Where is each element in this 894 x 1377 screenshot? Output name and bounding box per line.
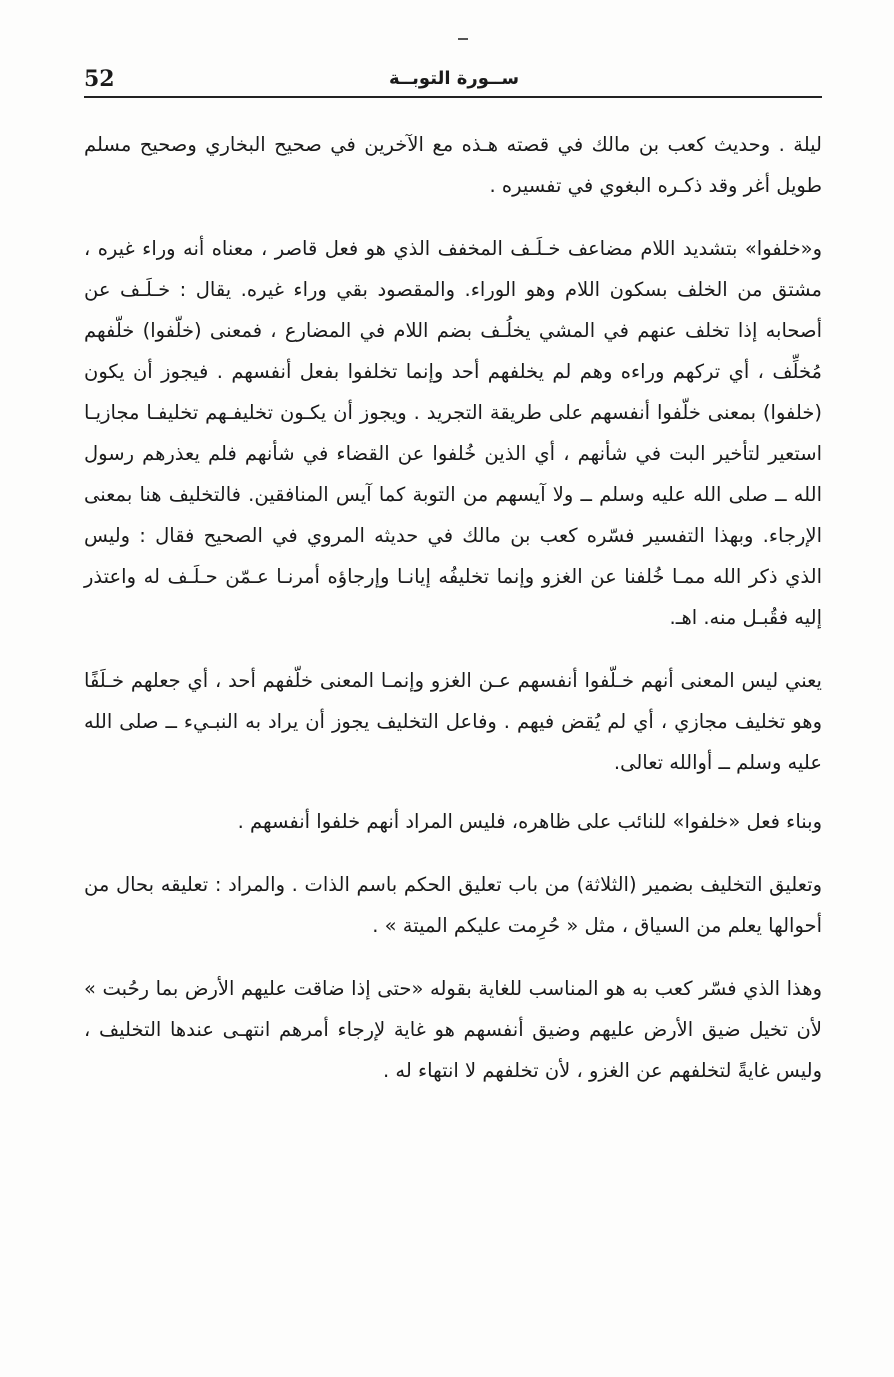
running-title: ســورة التوبــة [388, 68, 520, 89]
page-number: 52 [84, 66, 115, 92]
paragraph-spacer [84, 783, 822, 801]
page-header [84, 62, 822, 98]
paragraph-spacer [84, 206, 822, 228]
body-text [84, 124, 822, 1091]
paragraph-4: وبناء فعل «خلفوا» للنائب على ظاهره، فليس المراد أنهم خلفوا أنفسهم . [237, 810, 822, 833]
paragraph-2: و«خلفوا» بتشديد اللام مضاعف خـلَـف المخفف الذي هو فعل قاصر ، معناه أنه وراء غيره ، مشتق من الخلف بسكون اللام وهو الوراء. والمقصود بقي وراء غيره. يقال : خـلَـف عن أصحابه إذا تخلف عنهم في المشي يخلُـف بضم اللام في المضارع ، فمعنى (خلّفوا) خلّفهم مُخلِّف ، أي تركهم وراءه وهم لم يخلفهم أحد وإنما تخلفوا بفعل أنفسهم . فيجوز أن يكون (خلفوا) بمعنى خلّفوا أنفسهم على طريقة التجريد . ويجوز أن يكـون تخليفـهم تخليفـا مجازيـا استعير لتأخير البت في شأنهم ، أي الذين خُلفوا عن القضاء في شأنهم فلم يعذرهم رسول الله ــ صلى الله عليه وسلم ــ ولا آيسهم من التوبة كما آيس المنافقين. فالتخليف هنا بمعنى الإرجاء. وبهذا التفسير فسّره كعب بن مالك في حديثه المروي في الصحيح فقال : وليس الذي ذكر الله ممـا خُلفنا عن الغزو وإنما تخليفُه إيانـا وإرجاؤه أمرنـا عـمّن حـلَـف له واعتذر إليه فقُبـل منه. اهـ. [84, 237, 822, 629]
paragraph-spacer [84, 842, 822, 864]
paragraph-3: يعني ليس المعنى أنهم خـلّفوا أنفسهم عـن الغزو وإنمـا المعنى خلّفهم أحد ، أي جعلهم خـلَفًا وهو تخليف مجازي ، أي لم يُقض فيهم . وفاعل التخليف يجوز أن يراد به النبـيء ــ صلى الله عليه وسلم ــ أوالله تعالى. [84, 669, 822, 774]
paragraph-spacer [84, 638, 822, 660]
top-margin-mark [458, 38, 468, 40]
paragraph-1: ليلة . وحديث كعب بن مالك في قصته هـذه مع الآخرين في صحيح البخاري وصحيح مسلم طويل أغر وقد ذكـره البغوي في تفسيره . [84, 133, 822, 197]
paragraph-spacer [84, 946, 822, 968]
paragraph-5: وتعليق التخليف بضمير (الثلاثة) من باب تعليق الحكم باسم الذات . والمراد : تعليقه بحال من أحوالها يعلم من السياق ، مثل « حُرِمت عليكم الميتة » . [84, 873, 822, 937]
paragraph-6: وهذا الذي فسّر كعب به هو المناسب للغاية بقوله «حتى إذا ضاقت عليهم الأرض بما رحُبت » لأن تخيل ضيق الأرض عليهم وضيق أنفسهم هو غاية لإرجاء أمرهم انتهـى عندها التخليف ، وليس غايةً لتخلفهم عن الغزو ، لأن تخلفهم لا انتهاء له . [84, 977, 822, 1082]
